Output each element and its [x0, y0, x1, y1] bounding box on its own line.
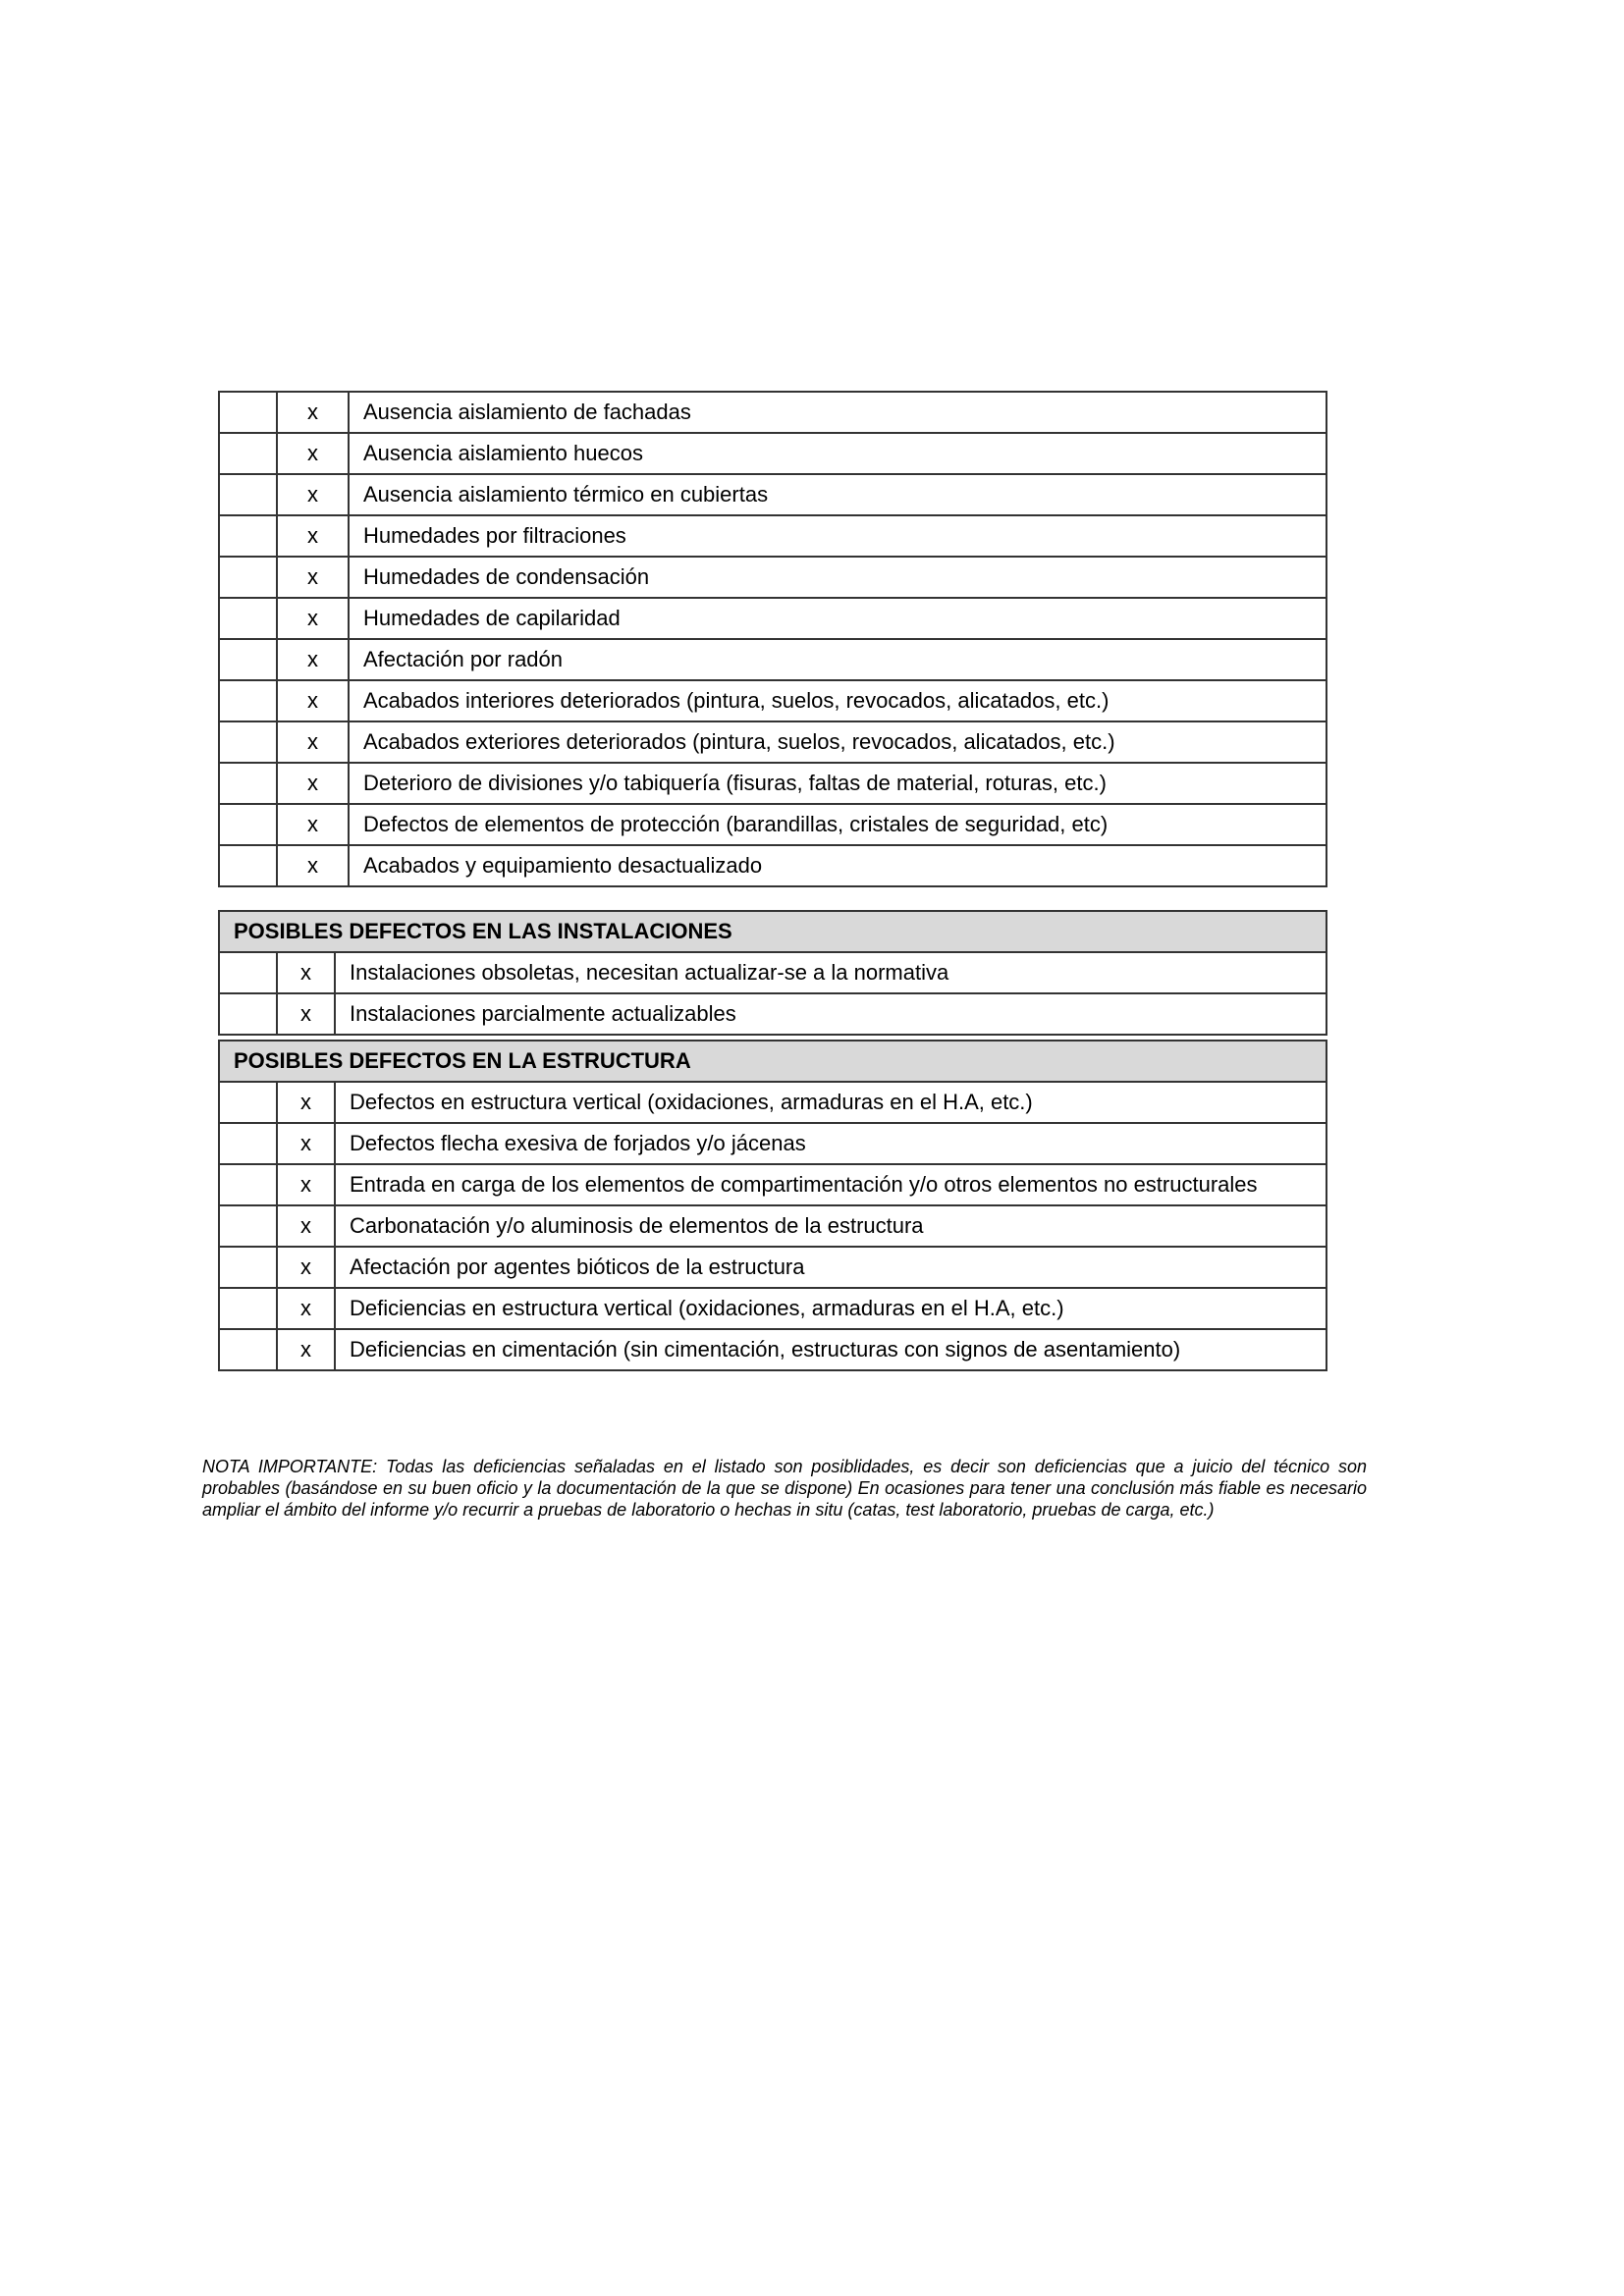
check-mark: x — [277, 474, 349, 515]
defect-description: Acabados exteriores deteriorados (pintura, suelos, revocados, alicatados, etc.) — [349, 721, 1326, 763]
empty-cell — [219, 1329, 277, 1370]
empty-cell — [219, 433, 277, 474]
empty-cell — [219, 993, 277, 1035]
defects-table-structure — [218, 1040, 1327, 1371]
defect-description: Instalaciones parcialmente actualizables — [335, 993, 1326, 1035]
empty-cell — [219, 1288, 277, 1329]
section-title: POSIBLES DEFECTOS EN LAS INSTALACIONES — [219, 911, 1326, 952]
defect-description: Ausencia aislamiento huecos — [349, 433, 1326, 474]
defects-table-general-body — [219, 392, 1326, 886]
check-mark: x — [277, 1205, 335, 1247]
check-mark: x — [277, 1288, 335, 1329]
empty-cell — [219, 1205, 277, 1247]
check-mark: x — [277, 557, 349, 598]
check-mark: x — [277, 952, 335, 993]
section-header-row — [219, 911, 1326, 952]
defect-row — [219, 392, 1326, 433]
check-mark: x — [277, 598, 349, 639]
defect-row — [219, 639, 1326, 680]
defect-row — [219, 1205, 1326, 1247]
defect-description: Deficiencias en cimentación (sin cimentación, estructuras con signos de asentamiento) — [335, 1329, 1326, 1370]
defect-row — [219, 763, 1326, 804]
defect-row — [219, 680, 1326, 721]
check-mark: x — [277, 804, 349, 845]
check-mark: x — [277, 392, 349, 433]
empty-cell — [219, 1247, 277, 1288]
defect-description: Defectos en estructura vertical (oxidaciones, armaduras en el H.A, etc.) — [335, 1082, 1326, 1123]
defect-row — [219, 557, 1326, 598]
empty-cell — [219, 392, 277, 433]
check-mark: x — [277, 1123, 335, 1164]
check-mark: x — [277, 515, 349, 557]
defect-description: Acabados y equipamiento desactualizado — [349, 845, 1326, 886]
defect-description: Ausencia aislamiento térmico en cubiertas — [349, 474, 1326, 515]
check-mark: x — [277, 639, 349, 680]
defect-row — [219, 515, 1326, 557]
defect-description: Defectos de elementos de protección (barandillas, cristales de seguridad, etc) — [349, 804, 1326, 845]
check-mark: x — [277, 993, 335, 1035]
defect-row — [219, 1329, 1326, 1370]
defect-description: Deterioro de divisiones y/o tabiquería (fisuras, faltas de material, roturas, etc.) — [349, 763, 1326, 804]
check-mark: x — [277, 680, 349, 721]
check-mark: x — [277, 763, 349, 804]
defect-description: Entrada en carga de los elementos de compartimentación y/o otros elementos no estructurales — [335, 1164, 1326, 1205]
check-mark: x — [277, 1082, 335, 1123]
defects-table-structure-body — [219, 1041, 1326, 1370]
defect-description: Humedades por filtraciones — [349, 515, 1326, 557]
important-note: NOTA IMPORTANTE: Todas las deficiencias señaladas en el listado son posiblidades, es decir son deficiencias que a juicio del técnico son probables (basándose en su buen oficio y la documentación de la que se dispone) En ocasiones para tener una conclusión más fiable es necesario ampliar el ámbito del informe y/o recurrir a pruebas de laboratorio o hechas in situ (catas, test laboratorio, pruebas de carga, etc.) — [202, 1457, 1367, 1520]
check-mark: x — [277, 721, 349, 763]
defect-description: Humedades de condensación — [349, 557, 1326, 598]
empty-cell — [219, 804, 277, 845]
defect-row — [219, 474, 1326, 515]
check-mark: x — [277, 1329, 335, 1370]
defect-description: Deficiencias en estructura vertical (oxidaciones, armaduras en el H.A, etc.) — [335, 1288, 1326, 1329]
empty-cell — [219, 845, 277, 886]
check-mark: x — [277, 433, 349, 474]
defect-description: Defectos flecha exesiva de forjados y/o jácenas — [335, 1123, 1326, 1164]
defect-row — [219, 1247, 1326, 1288]
section-header-row — [219, 1041, 1326, 1082]
defect-row — [219, 598, 1326, 639]
empty-cell — [219, 763, 277, 804]
defect-row — [219, 804, 1326, 845]
check-mark: x — [277, 1164, 335, 1205]
defect-row — [219, 845, 1326, 886]
defect-row — [219, 952, 1326, 993]
empty-cell — [219, 1164, 277, 1205]
defect-row — [219, 433, 1326, 474]
empty-cell — [219, 680, 277, 721]
empty-cell — [219, 721, 277, 763]
defect-description: Humedades de capilaridad — [349, 598, 1326, 639]
empty-cell — [219, 1082, 277, 1123]
empty-cell — [219, 474, 277, 515]
section-title: POSIBLES DEFECTOS EN LA ESTRUCTURA — [219, 1041, 1326, 1082]
defects-table-installations-body — [219, 911, 1326, 1035]
check-mark: x — [277, 845, 349, 886]
defect-row — [219, 993, 1326, 1035]
empty-cell — [219, 515, 277, 557]
defect-description: Carbonatación y/o aluminosis de elementos de la estructura — [335, 1205, 1326, 1247]
check-mark: x — [277, 1247, 335, 1288]
defects-table-installations — [218, 910, 1327, 1036]
defect-description: Afectación por radón — [349, 639, 1326, 680]
defect-row — [219, 1164, 1326, 1205]
empty-cell — [219, 952, 277, 993]
defect-row — [219, 1082, 1326, 1123]
defects-table-general — [218, 391, 1327, 887]
defect-description: Afectación por agentes bióticos de la estructura — [335, 1247, 1326, 1288]
empty-cell — [219, 598, 277, 639]
empty-cell — [219, 1123, 277, 1164]
empty-cell — [219, 557, 277, 598]
defect-row — [219, 1123, 1326, 1164]
defect-description: Ausencia aislamiento de fachadas — [349, 392, 1326, 433]
defect-description: Acabados interiores deteriorados (pintura, suelos, revocados, alicatados, etc.) — [349, 680, 1326, 721]
defect-description: Instalaciones obsoletas, necesitan actualizar-se a la normativa — [335, 952, 1326, 993]
empty-cell — [219, 639, 277, 680]
defect-row — [219, 721, 1326, 763]
defect-row — [219, 1288, 1326, 1329]
